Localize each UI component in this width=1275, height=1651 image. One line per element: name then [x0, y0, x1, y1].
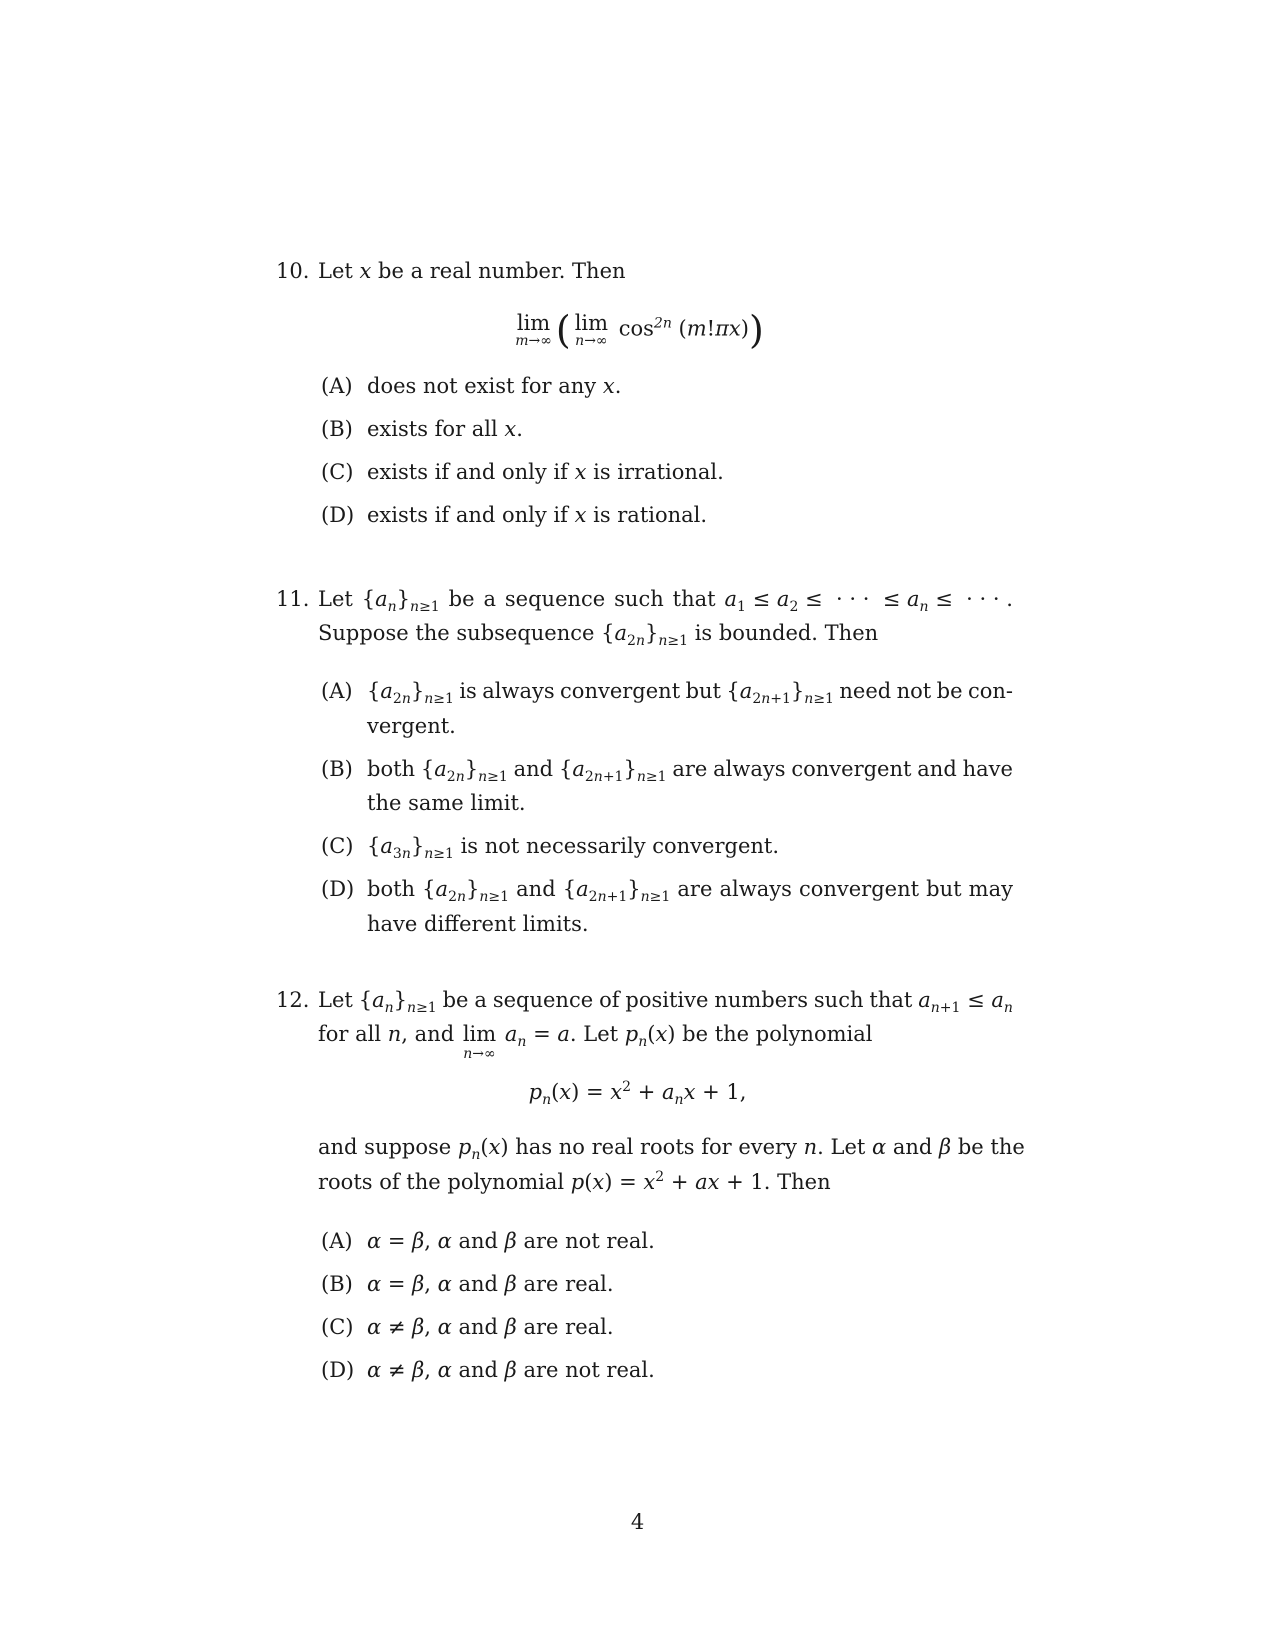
question-stem: Let $\{a_n\}_{n\ge 1}$ be a sequence such that $a_1 \le a_2$ ≤ · · · ≤ $a_n$ ≤ · · · . — [318, 587, 1013, 616]
page-number: 4 — [630, 1510, 645, 1534]
option-text: exists for all x. — [367, 417, 523, 441]
option-label: (C) — [321, 460, 354, 484]
option-text: both $\{a_{2n}\}_{n\ge 1}$ and $\{a_{2n+1}\}_{n\ge 1}$ are always convergent but may — [367, 877, 1013, 906]
display-equation: $p_n(x) = x^2 + a_nx + 1$, — [528, 1079, 747, 1109]
option-label: (D) — [321, 1358, 355, 1382]
option-text: α = β, α and β are not real. — [367, 1229, 655, 1253]
question-stem: roots of the polynomial $p(x) = x^2$ + ax + 1. Then — [318, 1169, 831, 1194]
question-number: 12. — [276, 988, 310, 1012]
question-stem: Suppose the subsequence $\{a_{2n}\}_{n\ge 1}$ is bounded. Then — [318, 621, 879, 650]
option-text: the same limit. — [367, 791, 526, 815]
question-number: 10. — [276, 259, 310, 283]
option-label: (C) — [321, 1315, 354, 1339]
option-text: have different limits. — [367, 912, 589, 936]
option-text: both $\{a_{2n}\}_{n\ge 1}$ and $\{a_{2n+1}\}_{n\ge 1}$ are always convergent and have — [367, 757, 1013, 786]
option-text: vergent. — [367, 714, 456, 738]
option-label: (C) — [321, 834, 354, 858]
option-text: α ≠ β, α and β are not real. — [367, 1358, 655, 1382]
question-stem: and suppose $p_n(x)$ has no real roots for every n. Let α and β be the — [318, 1135, 1025, 1164]
option-text: α ≠ β, α and β are real. — [367, 1315, 614, 1339]
option-label: (B) — [321, 417, 353, 441]
option-label: (A) — [321, 679, 353, 703]
option-label: (B) — [321, 757, 353, 781]
option-label: (D) — [321, 503, 355, 527]
option-text: $\{a_{2n}\}_{n\ge 1}$ is always convergent but $\{a_{2n+1}\}_{n\ge 1}$ need not be con- — [367, 679, 1013, 708]
option-text: α = β, α and β are real. — [367, 1272, 614, 1296]
option-text: exists if and only if x is irrational. — [367, 460, 724, 484]
question-stem: Let $\{a_n\}_{n\ge 1}$ be a sequence of positive numbers such that $a_{n+1} \le a_n$ — [318, 988, 1013, 1017]
option-text: exists if and only if x is rational. — [367, 503, 708, 527]
option-label: (D) — [321, 877, 355, 901]
question-number: 11. — [276, 587, 310, 611]
question-stem: Let x be a real number. Then — [318, 259, 626, 283]
option-label: (A) — [321, 1229, 353, 1253]
option-text: $\{a_{3n}\}_{n\ge 1}$ is not necessarily convergent. — [367, 834, 780, 863]
option-text: does not exist for any x. — [367, 374, 622, 398]
option-label: (A) — [321, 374, 353, 398]
question-stem: for all n, and lim n→∞ $a_n = a$. Let $p_n(x)$ be the polynomial — [318, 1022, 873, 1062]
option-label: (B) — [321, 1272, 353, 1296]
display-equation: lim m→∞ ( lim n→∞ $\cos^{2n} (m!\pi x)$) — [515, 308, 764, 352]
